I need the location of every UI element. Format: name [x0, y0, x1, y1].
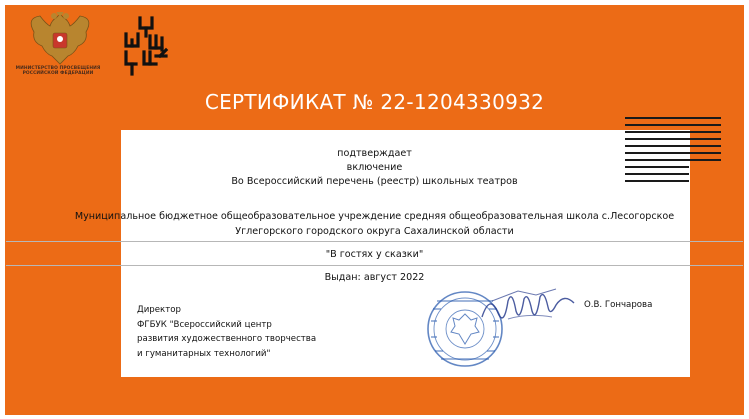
signatory-position: [137, 303, 316, 361]
organization-line-1: Муниципальное бюджетное общеобразовательное учреждение средняя общеобразовательная школа с.Лесогорское: [74, 211, 675, 222]
signature-icon: [478, 283, 578, 333]
ministry-caption: МИНИСТЕРСТВО ПРОСВЕЩЕНИЯ РОССИЙСКОЙ ФЕДЕРАЦИИ: [15, 66, 101, 76]
organization-line-2: Углегорского городского округа Сахалинской области: [235, 226, 514, 237]
divider-top: [6, 241, 743, 242]
confirms-text: подтверждает: [337, 148, 412, 159]
inclusion-text: включение: [346, 162, 403, 173]
divider-bottom: [6, 265, 743, 266]
theatre-name: "В гостях у сказки": [325, 249, 424, 260]
certificate-title: СЕРТИФИКАТ № 22-1204330932: [204, 90, 545, 114]
center-logo-icon: [122, 14, 170, 76]
signatory-name: О.В. Гончарова: [584, 300, 653, 310]
position-line-1: Директор: [137, 305, 181, 315]
registry-text: Во Всероссийский перечень (реестр) школьных театров: [231, 176, 518, 187]
issued-date: Выдан: август 2022: [324, 272, 425, 283]
position-line-2: ФГБУК "Всероссийский центр: [137, 319, 272, 330]
position-line-3: развития художественного творчества: [137, 334, 317, 344]
position-line-4: и гуманитарных технологий": [137, 348, 271, 359]
